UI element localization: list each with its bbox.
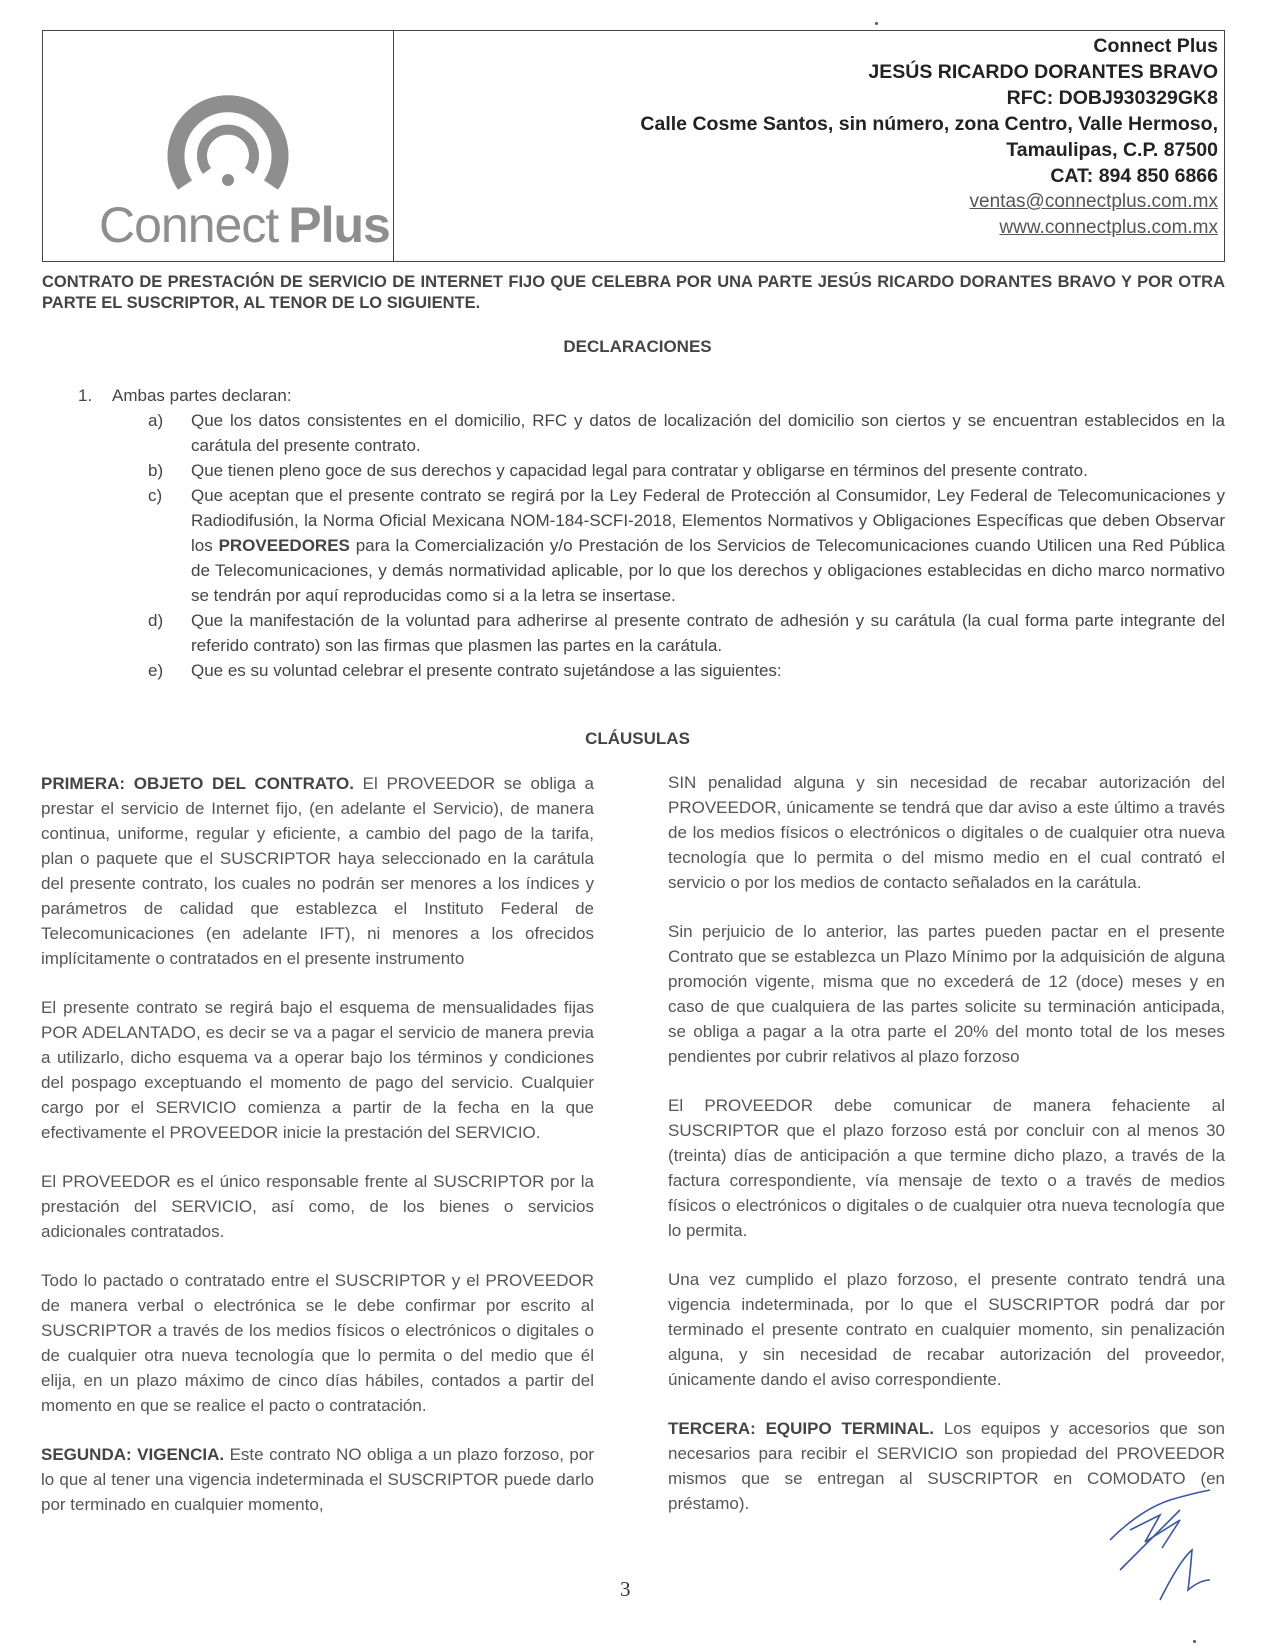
clause-paragraph: SEGUNDA: VIGENCIA. Este contrato NO obliga a un plazo forzoso, por lo que al tener una vigencia indeterminada el SUSCRIPTOR puede darlo por terminado en cualquier momento,	[41, 1445, 594, 1514]
declaration-lead	[78, 383, 1225, 408]
clause-paragraph: El PROVEEDOR debe comunicar de manera fehaciente al SUSCRIPTOR que el plazo forzoso está por concluir con al menos 30 (treinta) días de anticipación a que termine dicho plazo, a través de la factura correspondiente, vía mensaje de texto o a través de medios físicos o electrónicos o digitales o de cualquier otra nueva tecnología que lo permita.	[668, 1096, 1225, 1240]
cat-phone: CAT: 894 850 6866	[1050, 165, 1218, 187]
declaration-number: 1.	[78, 386, 93, 405]
company-name: Connect Plus	[1093, 35, 1218, 57]
logo-cell	[43, 31, 394, 261]
connect-plus-logo	[73, 67, 390, 257]
logo-text-thin: Connect	[99, 197, 279, 253]
clause-paragraph: El PROVEEDOR es el único responsable frente al SUSCRIPTOR por la prestación del SERVICIO, así como, de los bienes o servicios adicionales contratados.	[41, 1172, 594, 1241]
clause-paragraph: TERCERA: EQUIPO TERMINAL. Los equipos y accesorios que son necesarios para recibir el SERVICIO son propiedad del PROVEEDOR mismos que se entregan al SUSCRIPTOR en COMODATO (en préstamo).	[668, 1419, 1226, 1513]
signature-mark	[1100, 1480, 1240, 1610]
contract-title: CONTRATO DE PRESTACIÓN DE SERVICIO DE INTERNET FIJO QUE CELEBRA POR UNA PARTE JESÚS RICARDO DORANTES BRAVO Y POR OTRA PARTE EL SUSCRIPTOR, AL TENOR DE LO SIGUIENTE.	[42, 273, 1225, 312]
declaration-lead-text: Ambas partes declaran:	[112, 386, 292, 405]
declarations-list	[78, 383, 1225, 683]
page-number: 3	[620, 1577, 631, 1601]
clauses-right-column	[668, 770, 1225, 1540]
clause-paragraph: Sin perjuicio de lo anterior, las partes pueden pactar en el presente Contrato que se establezca un Plazo Mínimo por la adquisición de alguna promoción vigente, misma que no excederá de 12 (doce) meses y en caso de que cualquiera de las partes solicite su terminación anticipada, se obliga a pagar a la otra parte el 20% del monto total de los meses pendientes por cubrir relativos al plazo forzoso	[668, 922, 1225, 1066]
address-line-1: Calle Cosme Santos, sin número, zona Centro, Valle Hermoso,	[640, 113, 1218, 135]
declaration-item: c) Que aceptan que el presente contrato se regirá por la Ley Federal de Protección al Consumidor, Ley Federal de Telecomunicaciones y Radiodifusión, la Norma Oficial Mexicana NOM-184-SCFI-2018, Elementos Normativos y Obligaciones Específicas que deben Observar los PROVEEDORES para la Comercialización y/o Prestación de los Servicios de Telecomunicaciones cuando Utilicen una Red Pública de Telecomunicaciones, y demás normatividad aplicable, por lo que los derechos y obligaciones establecidas en dicho marco normativo se tendrán por aquí reproducidas como si a la letra se insertase.	[148, 486, 1225, 605]
declarations-heading: DECLARACIONES	[563, 337, 712, 356]
rfc: RFC: DOBJ930329GK8	[1006, 87, 1218, 109]
scan-speck	[875, 22, 878, 25]
declaration-item: a) Que los datos consistentes en el domicilio, RFC y datos de localización del domicilio son ciertos y se encuentran establecidos en la carátula del presente contrato.	[148, 411, 1225, 455]
wifi-signal-icon	[176, 104, 280, 186]
clauses-left-column	[41, 771, 594, 1541]
email-link[interactable]: ventas@connectplus.com.mx	[969, 191, 1218, 212]
declaration-item: b) Que tienen pleno goce de sus derechos y capacidad legal para contratar y obligarse en términos del presente contrato.	[148, 461, 1088, 480]
clause-paragraph: Todo lo pactado o contratado entre el SUSCRIPTOR y el PROVEEDOR de manera verbal o electrónica se le debe confirmar por escrito al SUSCRIPTOR a través de los medios físicos o electrónicos o digitales o de cualquier otra nueva tecnología que lo permita o del medio que él elija, en un plazo máximo de cinco días hábiles, contados a partir del momento en que se realice el pacto o contratación.	[41, 1271, 594, 1415]
declaration-item: d) Que la manifestación de la voluntad para adherirse al presente contrato de adhesión y su carátula (la cual forma parte integrante del referido contrato) son las firmas que plasmen las partes en la carátula.	[148, 611, 1225, 655]
address-line-2: Tamaulipas, C.P. 87500	[1006, 139, 1218, 161]
clause-paragraph: PRIMERA: OBJETO DEL CONTRATO. El PROVEEDOR se obliga a prestar el servicio de Internet fijo, (en adelante el Servicio), de manera continua, uniforme, regular y eficiente, a cambio del pago de la tarifa, plan o paquete que el SUSCRIPTOR haya seleccionado en la carátula del presente contrato, los cuales no podrán ser menores a los índices y parámetros de calidad que establezca el Instituto Federal de Telecomunicaciones (en adelante IFT), ni menores a los ofrecidos implícitamente o contratados en el presente instrumento	[41, 774, 594, 968]
clause-paragraph: Una vez cumplido el plazo forzoso, el presente contrato tendrá una vigencia indeterminada, por lo que el SUSCRIPTOR podrá dar por terminado el presente contrato en cualquier momento, sin penalización alguna, y sin necesidad de recabar autorización del proveedor, únicamente dando el aviso correspondiente.	[668, 1270, 1225, 1389]
svg-text:ConnectPlus	[99, 197, 390, 253]
letterhead	[42, 30, 1225, 262]
declaration-item: e) Que es su voluntad celebrar el presente contrato sujetándose a las siguientes:	[148, 661, 782, 680]
company-info	[394, 31, 1224, 261]
logo-text-bold: Plus	[288, 197, 390, 253]
owner-name: JESÚS RICARDO DORANTES BRAVO	[868, 61, 1218, 83]
clauses-heading: CLÁUSULAS	[585, 729, 690, 748]
scan-speck	[1193, 1640, 1196, 1643]
website-link[interactable]: www.connectplus.com.mx	[999, 217, 1218, 238]
clause-paragraph: El presente contrato se regirá bajo el esquema de mensualidades fijas POR ADELANTADO, es decir se va a pagar el servicio de manera previa a utilizarlo, dicho esquema va a operar bajo los términos y condiciones del pospago exceptuando el momento de pago del servicio. Cualquier cargo por el SERVICIO comienza a partir de la fecha en la que efectivamente el PROVEEDOR inicie la prestación del SERVICIO.	[41, 998, 594, 1142]
clause-paragraph: SIN penalidad alguna y sin necesidad de recabar autorización del PROVEEDOR, únicamente se tendrá que dar aviso a este último a través de los medios físicos o electrónicos o digitales o de cualquier otra nueva tecnología que lo permita o del mismo medio en el cual contrató el servicio o por los medios de contacto señalados en la carátula.	[668, 773, 1225, 892]
